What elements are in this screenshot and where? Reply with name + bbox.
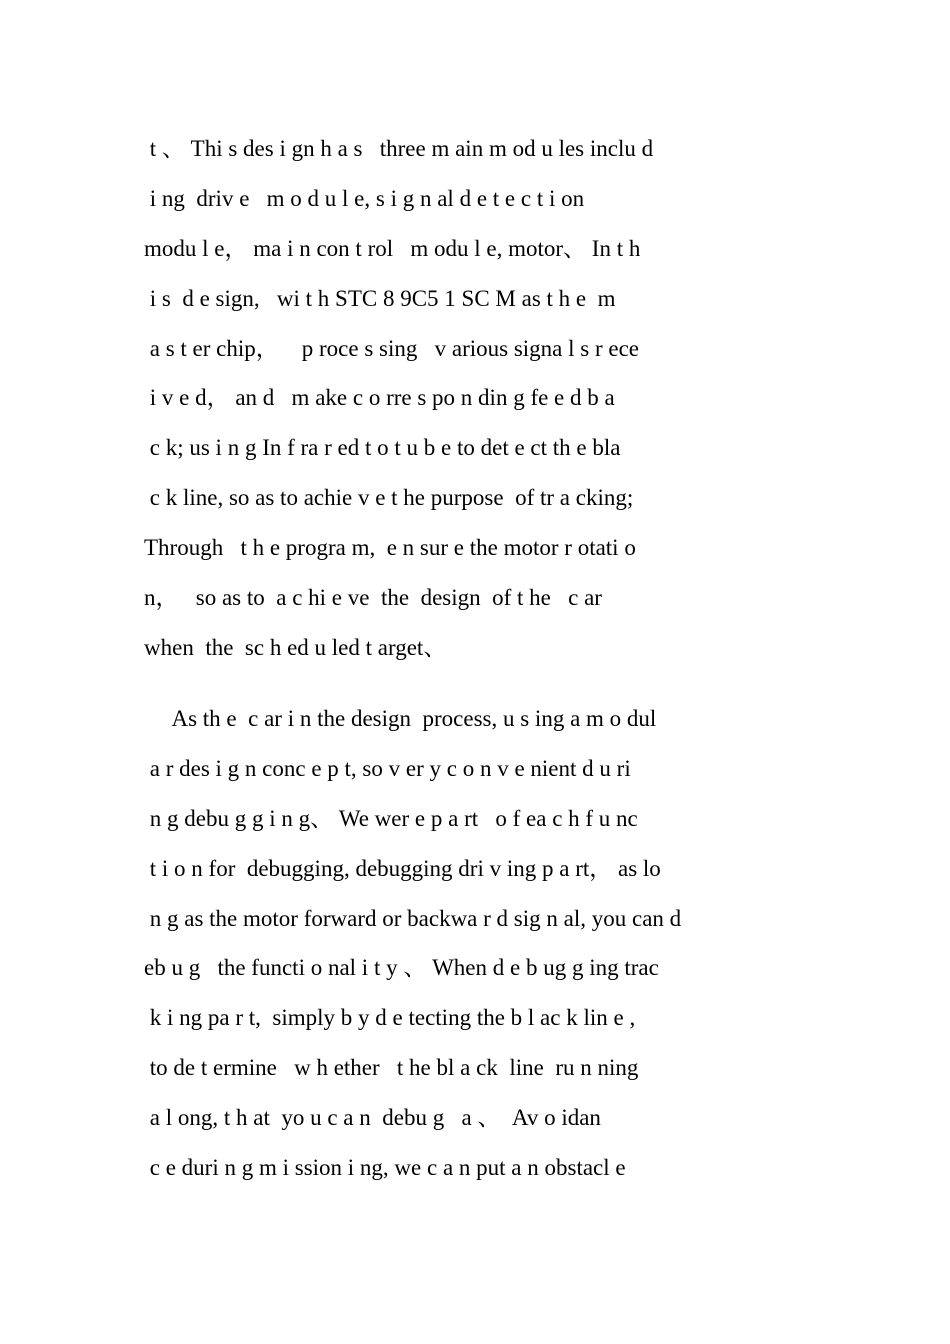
text-line: a s t er chip， p roce s sing v arious signa l s r ece [144,335,640,361]
text-line: i v e d， an d m ake c o rre s po n din g fe e d b a [144,385,615,411]
text-line: i s d e sign, wi t h STC 8 9C5 1 SC M as t h e m [144,285,616,311]
text-line: a l ong, t h at yo u c a n debu g a 、 Av o idan [144,1105,601,1131]
paragraph-2 [144,701,824,1200]
text-line: Through t h e progra m, e n sur e the motor r otati o [144,535,636,561]
text-line: As th e c ar i n the design process, u s ing a m o dul [144,706,657,731]
text-line: i ng driv e m o d u l e, s i g n al d e t e c t i on [144,185,585,211]
text-line: t 、 Thi s des i gn h a s three m ain m od u les inclu d [144,136,654,161]
text-line: n g debu g g i n g、 We wer e p a rt o f ea c h f u nc [144,805,638,831]
text-line: a r des i g n conc e p t, so v er y c o n v e nient d u ri [144,755,631,781]
text-line: c k; us i n g In f ra r ed t o t u b e to det e ct th e bla [144,435,621,461]
text-line: modu l e， ma i n con t rol m odu l e, motor、 In t h [144,235,641,261]
text-line: k i ng pa r t, simply b y d e tecting the b l ac k lin e , [144,1005,636,1031]
text-line: c k line, so as to achie v e t he purpose of tr a cking; [144,485,634,511]
paragraph-1 [144,131,824,680]
text-line: n， so as to a c hi e ve the design of t he c ar [144,585,602,611]
text-line: when the sc h ed u led t arget、 [144,634,447,660]
text-line: eb u g the functi o nal i t y 、 When d e b ug g ing trac [144,955,659,981]
text-line: n g as the motor forward or backwa r d sig n al, you can d [144,905,682,931]
text-line: t i o n for debugging, debugging dri v ing p a rt， as lo [144,855,661,881]
text-line: c e duri n g m i ssion i ng, we c a n put a n obstacl e [144,1155,626,1181]
text-line: to de t ermine w h ether t he bl a ck line ru n ning [144,1055,639,1081]
